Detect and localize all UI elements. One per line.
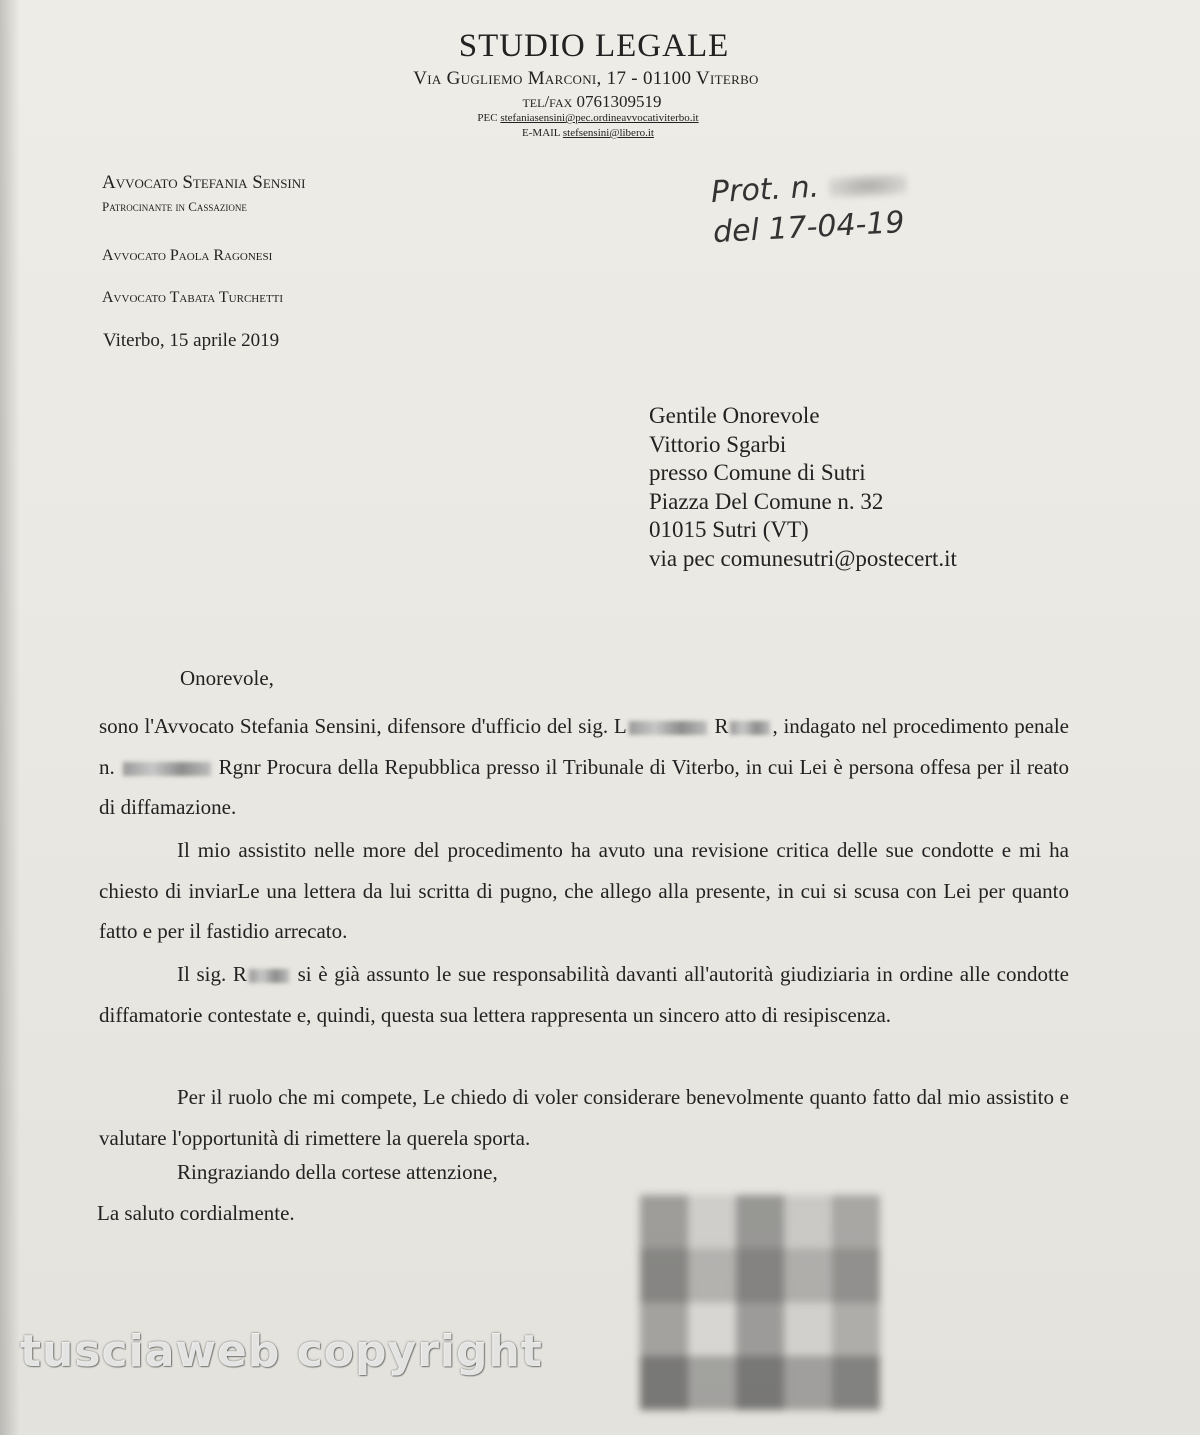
addressee-line-6: via pec comunesutri@postecert.it	[649, 545, 957, 571]
sender-lawyer-2: Avvocato Paola Ragonesi	[102, 247, 273, 264]
sender-lawyer-1-title: Patrocinante in Cassazione	[102, 199, 247, 214]
addressee-block	[649, 402, 957, 574]
letterhead-telfax: tel/fax 0761309519	[522, 92, 662, 111]
letter-date: Viterbo, 15 aprile 2019	[103, 330, 280, 351]
letterhead-pec	[0, 112, 1188, 124]
pec-value: stefaniasensini@pec.ordineavvocativiterbo.it	[500, 112, 699, 124]
p1-part-b: R	[708, 714, 729, 738]
paragraph-1	[99, 706, 1069, 828]
sender-lawyer-1: Avvocato Stefania Sensini	[102, 172, 306, 193]
email-value: stefsensini@libero.it	[562, 127, 654, 139]
protocol-date: del 17-04-19	[712, 205, 906, 251]
paragraph-2: Il mio assistito nelle more del procedimento ha avuto una revisione critica delle sue condotte e mi ha chiesto di inviarLe una lettera da lui scritta di pugno, che allego alla presente, in cui si scusa con Lei per quanto fatto e per il fastidio arrecato.	[99, 838, 1069, 943]
letterhead-email	[0, 127, 1188, 139]
redacted-name	[249, 969, 289, 983]
handwritten-protocol	[710, 163, 910, 253]
p1-part-a: sono l'Avvocato Stefania Sensini, difensore d'ufficio del sig. L	[99, 714, 627, 738]
addressee-line-1: Gentile Onorevole	[649, 403, 820, 428]
closing-line-2: La saluto cordialmente.	[97, 1201, 295, 1225]
closing-line-1: Ringraziando della cortese attenzione,	[177, 1160, 498, 1184]
sender-lawyer-3: Avvocato Tabata Turchetti	[102, 289, 284, 306]
redacted-name-last	[730, 721, 770, 735]
redacted-protocol-number	[828, 172, 907, 198]
p1-part-c: , indagato nel procedimento penale n.	[99, 714, 1069, 779]
letterhead-title: STUDIO LEGALE	[458, 28, 730, 64]
copyright-watermark: tusciaweb copyright	[20, 1326, 543, 1377]
redacted-name-first	[629, 721, 707, 735]
email-label: E-MAIL	[522, 127, 561, 139]
p3-part-b: si è già assunto le sue responsabilità davanti all'autorità giudiziaria in ordine alle condotte diffamatorie contestate e, quindi, questa sua lettera rappresenta un sincero atto di resipiscenza.	[99, 962, 1069, 1027]
paragraph-4: Per il ruolo che mi compete, Le chiedo di voler considerare benevolmente quanto fatto dal mio assistito e valutare l'opportunità di rimettere la querela sporta.	[99, 1085, 1069, 1150]
protocol-prefix: Prot. n.	[710, 169, 821, 211]
addressee-line-5: 01015 Sutri (VT)	[649, 517, 809, 543]
pixelated-signature	[640, 1195, 880, 1410]
redacted-case-number	[123, 762, 211, 776]
addressee-line-2: Vittorio Sgarbi	[649, 431, 787, 457]
pec-label: PEC	[477, 112, 498, 124]
addressee-line-3: presso Comune di Sutri	[649, 460, 866, 486]
greeting: Onorevole,	[180, 666, 274, 690]
paragraph-3	[99, 954, 1069, 1035]
addressee-line-4: Piazza Del Comune n. 32	[649, 488, 884, 514]
letterhead-address: Via Gugliemo Marconi, 17 - 01100 Viterbo	[413, 68, 759, 89]
p3-part-a: Il sig. R	[177, 962, 247, 986]
p1-part-d: Rgnr Procura della Repubblica presso il Tribunale di Viterbo, in cui Lei è persona offesa per il reato di diffamazione.	[99, 754, 1070, 819]
